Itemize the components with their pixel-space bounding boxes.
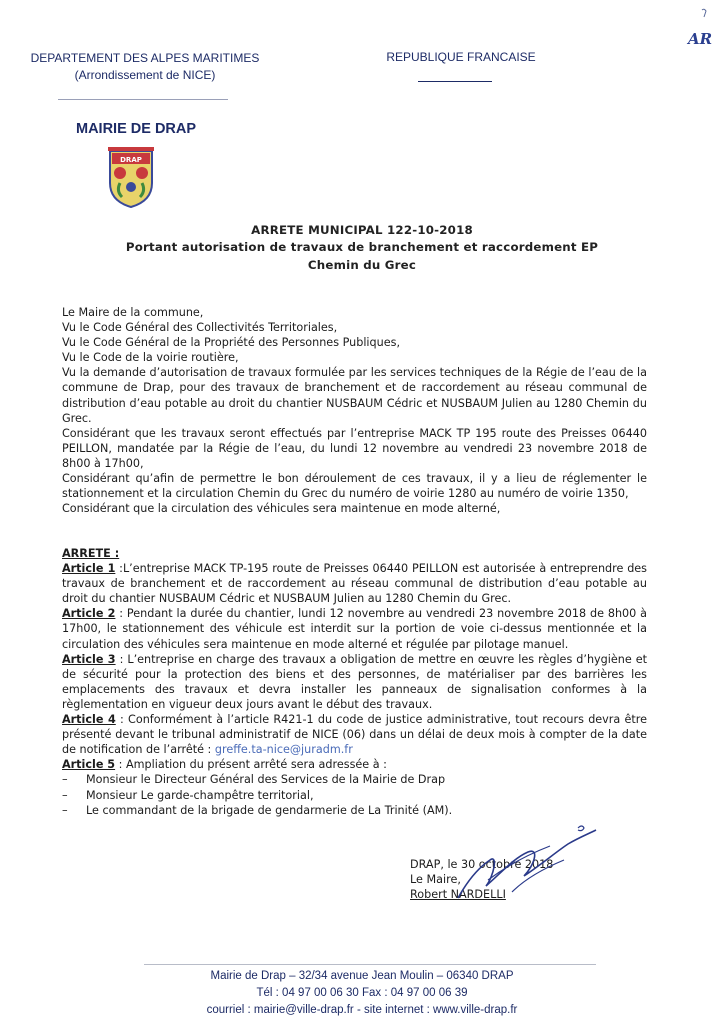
arrondissement: (Arrondissement de NICE) bbox=[74, 68, 216, 82]
article-label: Article 3 bbox=[62, 652, 116, 666]
handwritten-annotation bbox=[684, 6, 720, 50]
coat-of-arms-logo bbox=[104, 143, 158, 209]
footer-contact: courriel : mairie@ville-drap.fr - site internet : www.ville-drap.fr bbox=[206, 1004, 518, 1016]
article-1 bbox=[62, 561, 647, 606]
preamble-considering: Considérant que la circulation des véhicules sera maintenue en mode alterné, bbox=[62, 502, 501, 516]
recipient-item: – Monsieur le Directeur Général des Services de la Mairie de Drap bbox=[62, 772, 647, 787]
court-email-link[interactable]: greffe.ta-nice@juradm.fr bbox=[214, 743, 353, 757]
svg-text:DRAP: DRAP bbox=[120, 156, 142, 164]
footer-phone: Tél : 04 97 00 06 30 Fax : 04 97 00 06 39 bbox=[256, 987, 468, 999]
department-name: DEPARTEMENT DES ALPES MARITIMES bbox=[30, 51, 260, 65]
footer-divider bbox=[144, 964, 596, 965]
preamble-line: Vu le Code de la voirie routière, bbox=[62, 351, 239, 365]
footer-address: Mairie de Drap – 32/34 avenue Jean Moulin – 06340 DRAP bbox=[210, 970, 514, 982]
recipient-item: – Monsieur Le garde-champêtre territorial, bbox=[62, 788, 647, 803]
article-text: :L’entreprise MACK TP-195 route de Preisses 06440 PEILLON est autorisée à entreprendre des travaux de branchement et de raccordement au réseau communal de distribution d’eau potable au droit du chantier NUSBAUM Cédric et NUSBAUM Julien au 1280 Chemin du Grec. bbox=[62, 562, 648, 606]
decree-subject: Portant autorisation de travaux de branchement et raccordement EP bbox=[125, 240, 599, 254]
articles-section bbox=[62, 546, 647, 818]
article-3 bbox=[62, 652, 647, 712]
article-2 bbox=[62, 606, 647, 651]
recipient-item: – Le commandant de la brigade de gendarmerie de La Trinité (AM). bbox=[62, 803, 647, 818]
preamble bbox=[62, 305, 647, 516]
divider bbox=[58, 99, 228, 100]
mairie-title: MAIRIE DE DRAP bbox=[76, 121, 197, 137]
svg-text:AR: AR bbox=[688, 30, 713, 48]
preamble-considering: Considérant qu’afin de permettre le bon déroulement de ces travaux, il y a lieu de réglementer le stationnement et la circulation Chemin du Grec du numéro de voirie 1280 au numéro de voirie 1350, bbox=[62, 472, 647, 501]
article-label: Article 5 bbox=[62, 758, 116, 772]
department-header bbox=[30, 50, 260, 84]
article-label: Article 2 bbox=[62, 607, 116, 621]
decree-location: Chemin du Grec bbox=[307, 258, 417, 272]
place-date: DRAP, le 30 octobre 2018 bbox=[410, 858, 554, 871]
article-text: : L’entreprise en charge des travaux a obligation de mettre en œuvre les règles d’hygiène et de sécurité pour la protection des biens et des personnes, de matérialiser par des barrières les emplacements des travaux et devra installer les panneaux de signalisation conformes à la règlementation en vigueur deux jours avant le début des travaux. bbox=[62, 652, 648, 711]
article-label: Article 4 bbox=[62, 713, 116, 727]
preamble-line: Vu le Code Général de la Propriété des Personnes Publiques, bbox=[62, 336, 400, 350]
decree-number: ARRETE MUNICIPAL 122-10-2018 bbox=[251, 223, 473, 237]
article-text: : Conformément à l’article R421-1 du code de justice administrative, tout recours devra être présenté devant le tribunal administratif de NICE (06) dans un délai de deux mois à compter de la date de notification de l’arrêté : bbox=[62, 713, 648, 757]
signatory-name: Robert NARDELLI bbox=[410, 888, 506, 901]
arrete-heading: ARRETE : bbox=[62, 547, 120, 560]
article-text: : Ampliation du présent arrêté sera adressée à : bbox=[115, 758, 387, 772]
preamble-line: Le Maire de la commune, bbox=[62, 306, 204, 319]
article-text: : Pendant la durée du chantier, lundi 12 novembre au vendredi 23 novembre 2018 de 8h00 à 17h00, le stationnement des véhicule est interdit sur la portion de voie ci-dessus mentionnée et la circulation des véhicules sera maintenue en mode alterné et régulée par pilotage manuel. bbox=[62, 607, 647, 651]
article-4 bbox=[62, 712, 647, 757]
article-label: Article 1 bbox=[62, 562, 116, 576]
republic-header: REPUBLIQUE FRANCAISE bbox=[386, 50, 536, 64]
preamble-considering: Considérant que les travaux seront effectués par l’entreprise MACK TP 195 route des Preisses 06440 PEILLON, mandatée par la Régie de l’eau, du lundi 12 novembre au vendredi 23 novembre 2018 de 8h00 à 17h00, bbox=[62, 426, 647, 470]
preamble-line: Vu le Code Général des Collectivités Territoriales, bbox=[62, 321, 338, 335]
signatory-role: Le Maire, bbox=[410, 873, 461, 886]
handwritten-signature bbox=[428, 820, 598, 905]
divider bbox=[418, 81, 492, 82]
preamble-request: Vu la demande d’autorisation de travaux formulée par les services techniques de la Régie de l’eau de la commune de Drap, pour des travaux de branchement et de raccordement au réseau communal de distribution d’eau potable au droit du chantier NUSBAUM Cédric et NUSBAUM Julien au 1280 Chemin du Grec. bbox=[62, 366, 647, 425]
article-5 bbox=[62, 757, 647, 772]
